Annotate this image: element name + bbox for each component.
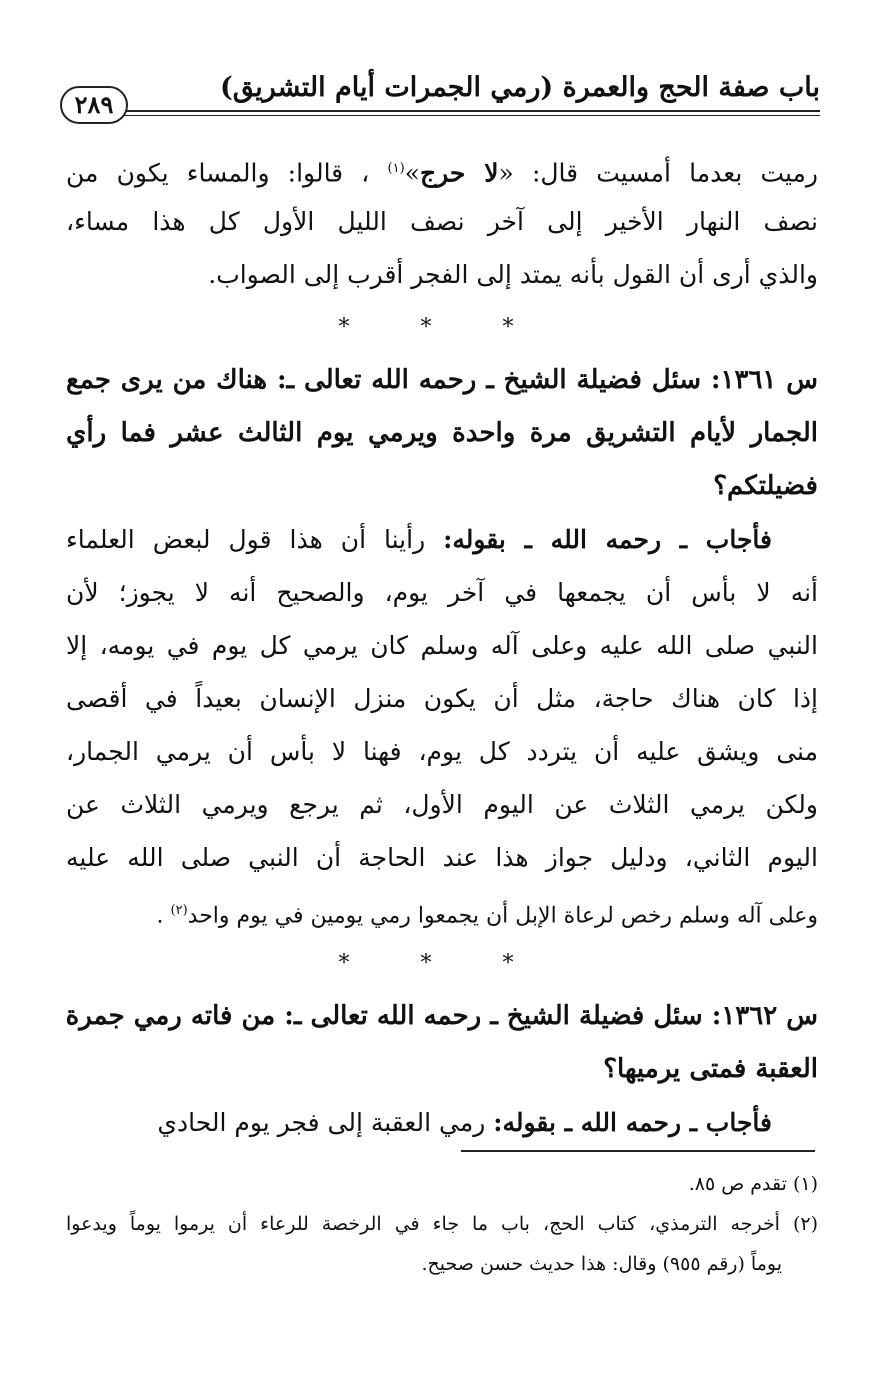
footnote-ref-2: (٢): [170, 903, 188, 918]
text-span: رمي العقبة إلى فجر يوم الحادي: [157, 1108, 494, 1137]
question-line: س ١٣٦٢: سئل فضيلة الشيخ ـ رحمه الله تعالى ـ: من فاته رمي جمرة: [65, 1001, 818, 1031]
text-span: ، قالوا: والمساء يكون من: [66, 158, 388, 188]
footnote-2-continued: يوماً (رقم ٩٥٥) وقال: هذا حديث حسن صحيح.: [421, 1253, 782, 1275]
quote-bold: لا حرج: [419, 158, 499, 188]
question-line: الجمار لأيام التشريق مرة واحدة ويرمي يوم الثالث عشر فما رأي: [66, 418, 818, 448]
body-text: [66, 142, 818, 1149]
footnote-1: (١) تقدم ص ٨٥.: [688, 1173, 818, 1195]
text-span: رميت بعدما أمسيت قال: «: [498, 158, 818, 188]
section-separator: * * *: [338, 315, 546, 340]
answer-line: النبي صلى الله عليه وعلى آله وسلم كان يرمي كل يوم في يومه، إلا: [66, 631, 818, 660]
question-line: س ١٣٦١: سئل فضيلة الشيخ ـ رحمه الله تعالى ـ: هناك من يرى جمع: [66, 365, 818, 395]
question-line: فضيلتكم؟: [713, 471, 818, 501]
answer-line: إذا كان هناك حاجة، مثل أن يكون منزل الإنسان بعيداً في أقصى: [66, 684, 818, 713]
footnotes: [66, 1164, 818, 1284]
footnote-ref-1: (١): [387, 161, 405, 176]
answer-lead: فأجاب ـ رحمه الله ـ بقوله:: [493, 1108, 772, 1137]
page-number: ٢٨٩: [60, 86, 128, 124]
chapter-title: باب صفة الحج والعمرة (رمي الجمرات أيام التشريق): [219, 72, 820, 103]
footnote-2: (٢) أخرجه الترمذي، كتاب الحج، باب ما جاء في الرخصة للرعاء أن يرموا يوماً ويدعوا: [66, 1213, 818, 1235]
answer-line: اليوم الثاني، ودليل جواز هذا عند الحاجة أن النبي صلى الله عليه: [66, 843, 818, 872]
answer-line: [66, 884, 818, 937]
text-span: »: [404, 158, 420, 188]
answer-line: أنه لا بأس أن يجمعها في آخر يوم، والصحيح أنه لا يجوز؛ لأن: [66, 578, 818, 607]
section-separator: * * *: [338, 951, 546, 976]
question-line: العقبة فمتى يرميها؟: [603, 1054, 818, 1084]
answer-line: ولكن يرمي الثلاث عن اليوم الأول، ثم يرجع ويرمي الثلاث عن: [66, 790, 818, 819]
footnote-rule: [461, 1150, 815, 1152]
text-span: رأينا أن هذا قول لبعض العلماء: [66, 525, 444, 554]
answer-line: [66, 1096, 818, 1149]
paragraph-line: نصف النهار الأخير إلى آخر نصف الليل الأول كل هذا مساء،: [66, 207, 818, 236]
page-header: [60, 72, 820, 124]
paragraph-line: [66, 142, 818, 195]
text-span: وعلى آله وسلم رخص لرعاة الإبل أن يجمعوا رمي يومين في يوم واحد: [187, 903, 818, 929]
paragraph-line: والذي أرى أن القول بأنه يمتد إلى الفجر أقرب إلى الصواب.: [208, 260, 818, 289]
header-rule: [124, 110, 820, 116]
text-span: .: [156, 903, 171, 929]
answer-lead: فأجاب ـ رحمه الله ـ بقوله:: [443, 525, 772, 554]
answer-line: منى ويشق عليه أن يتردد كل يوم، فهنا لا بأس أن يرمي الجمار،: [66, 737, 818, 766]
answer-line: [66, 513, 818, 566]
